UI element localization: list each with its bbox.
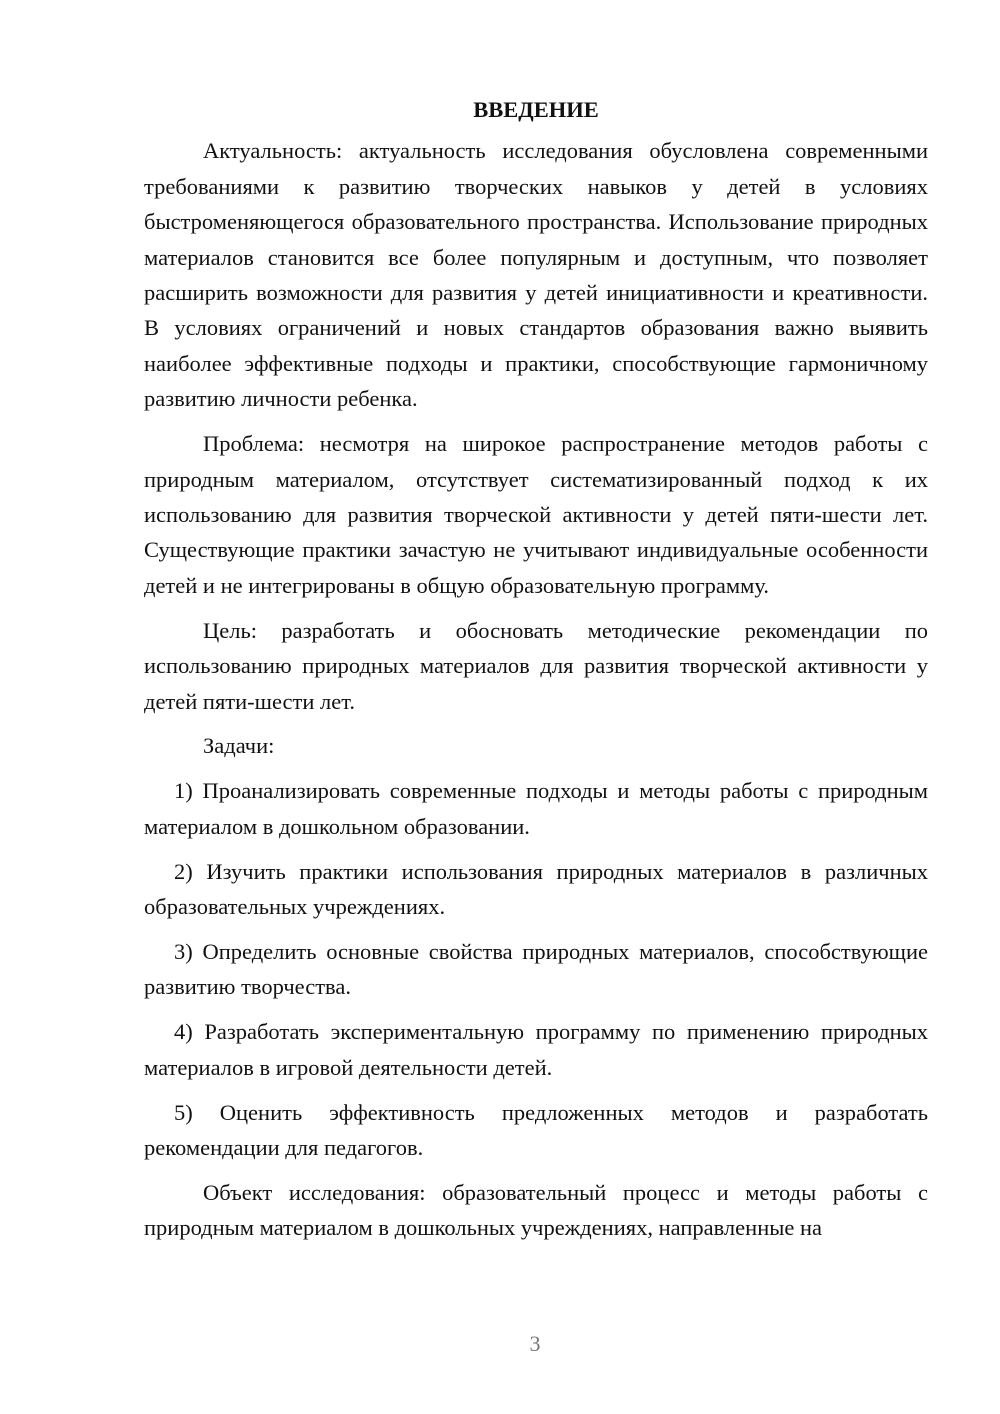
page-number: 3 [529,1331,541,1356]
task-item: 3) Определить основные свойства природных материалов, способствующие развитию творчества. [144,938,928,1000]
paragraph-problem: Проблема: несмотря на широкое распространение методов работы с природным материалом, отсутствует систематизированный подход к их использованию для развития творческой активности у детей пяти-шести лет. Существующие практики зачастую не учитывают индивидуальные особенности детей и не интегрированы в общую образовательную программу. [144,431,928,598]
task-item: 2) Изучить практики использования природных материалов в различных образовательных учреждениях. [144,858,928,920]
task-item: 5) Оценить эффективность предложенных методов и разработать рекомендации для педагогов. [144,1099,928,1160]
paragraph-relevance: Актуальность: актуальность исследования обусловлена современными требованиями к развитию творческих навыков у детей в условиях быстроменяющегося образовательного пространства. Использование природных материалов становится все более популярным и доступным, что позволяет расширить возможности для развития у детей инициативности и креативности. В условиях ограничений и новых стандартов образования важно выявить наиболее эффективные подходы и практики, способствующие гармоничному развитию личности ребенка. [144,138,928,412]
task-item: 4) Разработать экспериментальную программу по применению природных материалов в игровой деятельности детей. [144,1019,928,1080]
task-item: 1) Проанализировать современные подходы и методы работы с природным материалом в дошкольном образовании. [144,778,928,839]
document-page [144,92,928,1255]
paragraph-goal: Цель: разработать и обосновать методические рекомендации по использованию природных материалов для развития творческой активности у детей пяти-шести лет. [144,617,928,714]
paragraph-object: Объект исследования: образовательный процесс и методы работы с природным материалом в дошкольных учреждениях, направленные на [144,1179,928,1241]
page-title: ВВЕДЕНИЕ [473,97,599,122]
tasks-heading: Задачи: [203,733,275,759]
